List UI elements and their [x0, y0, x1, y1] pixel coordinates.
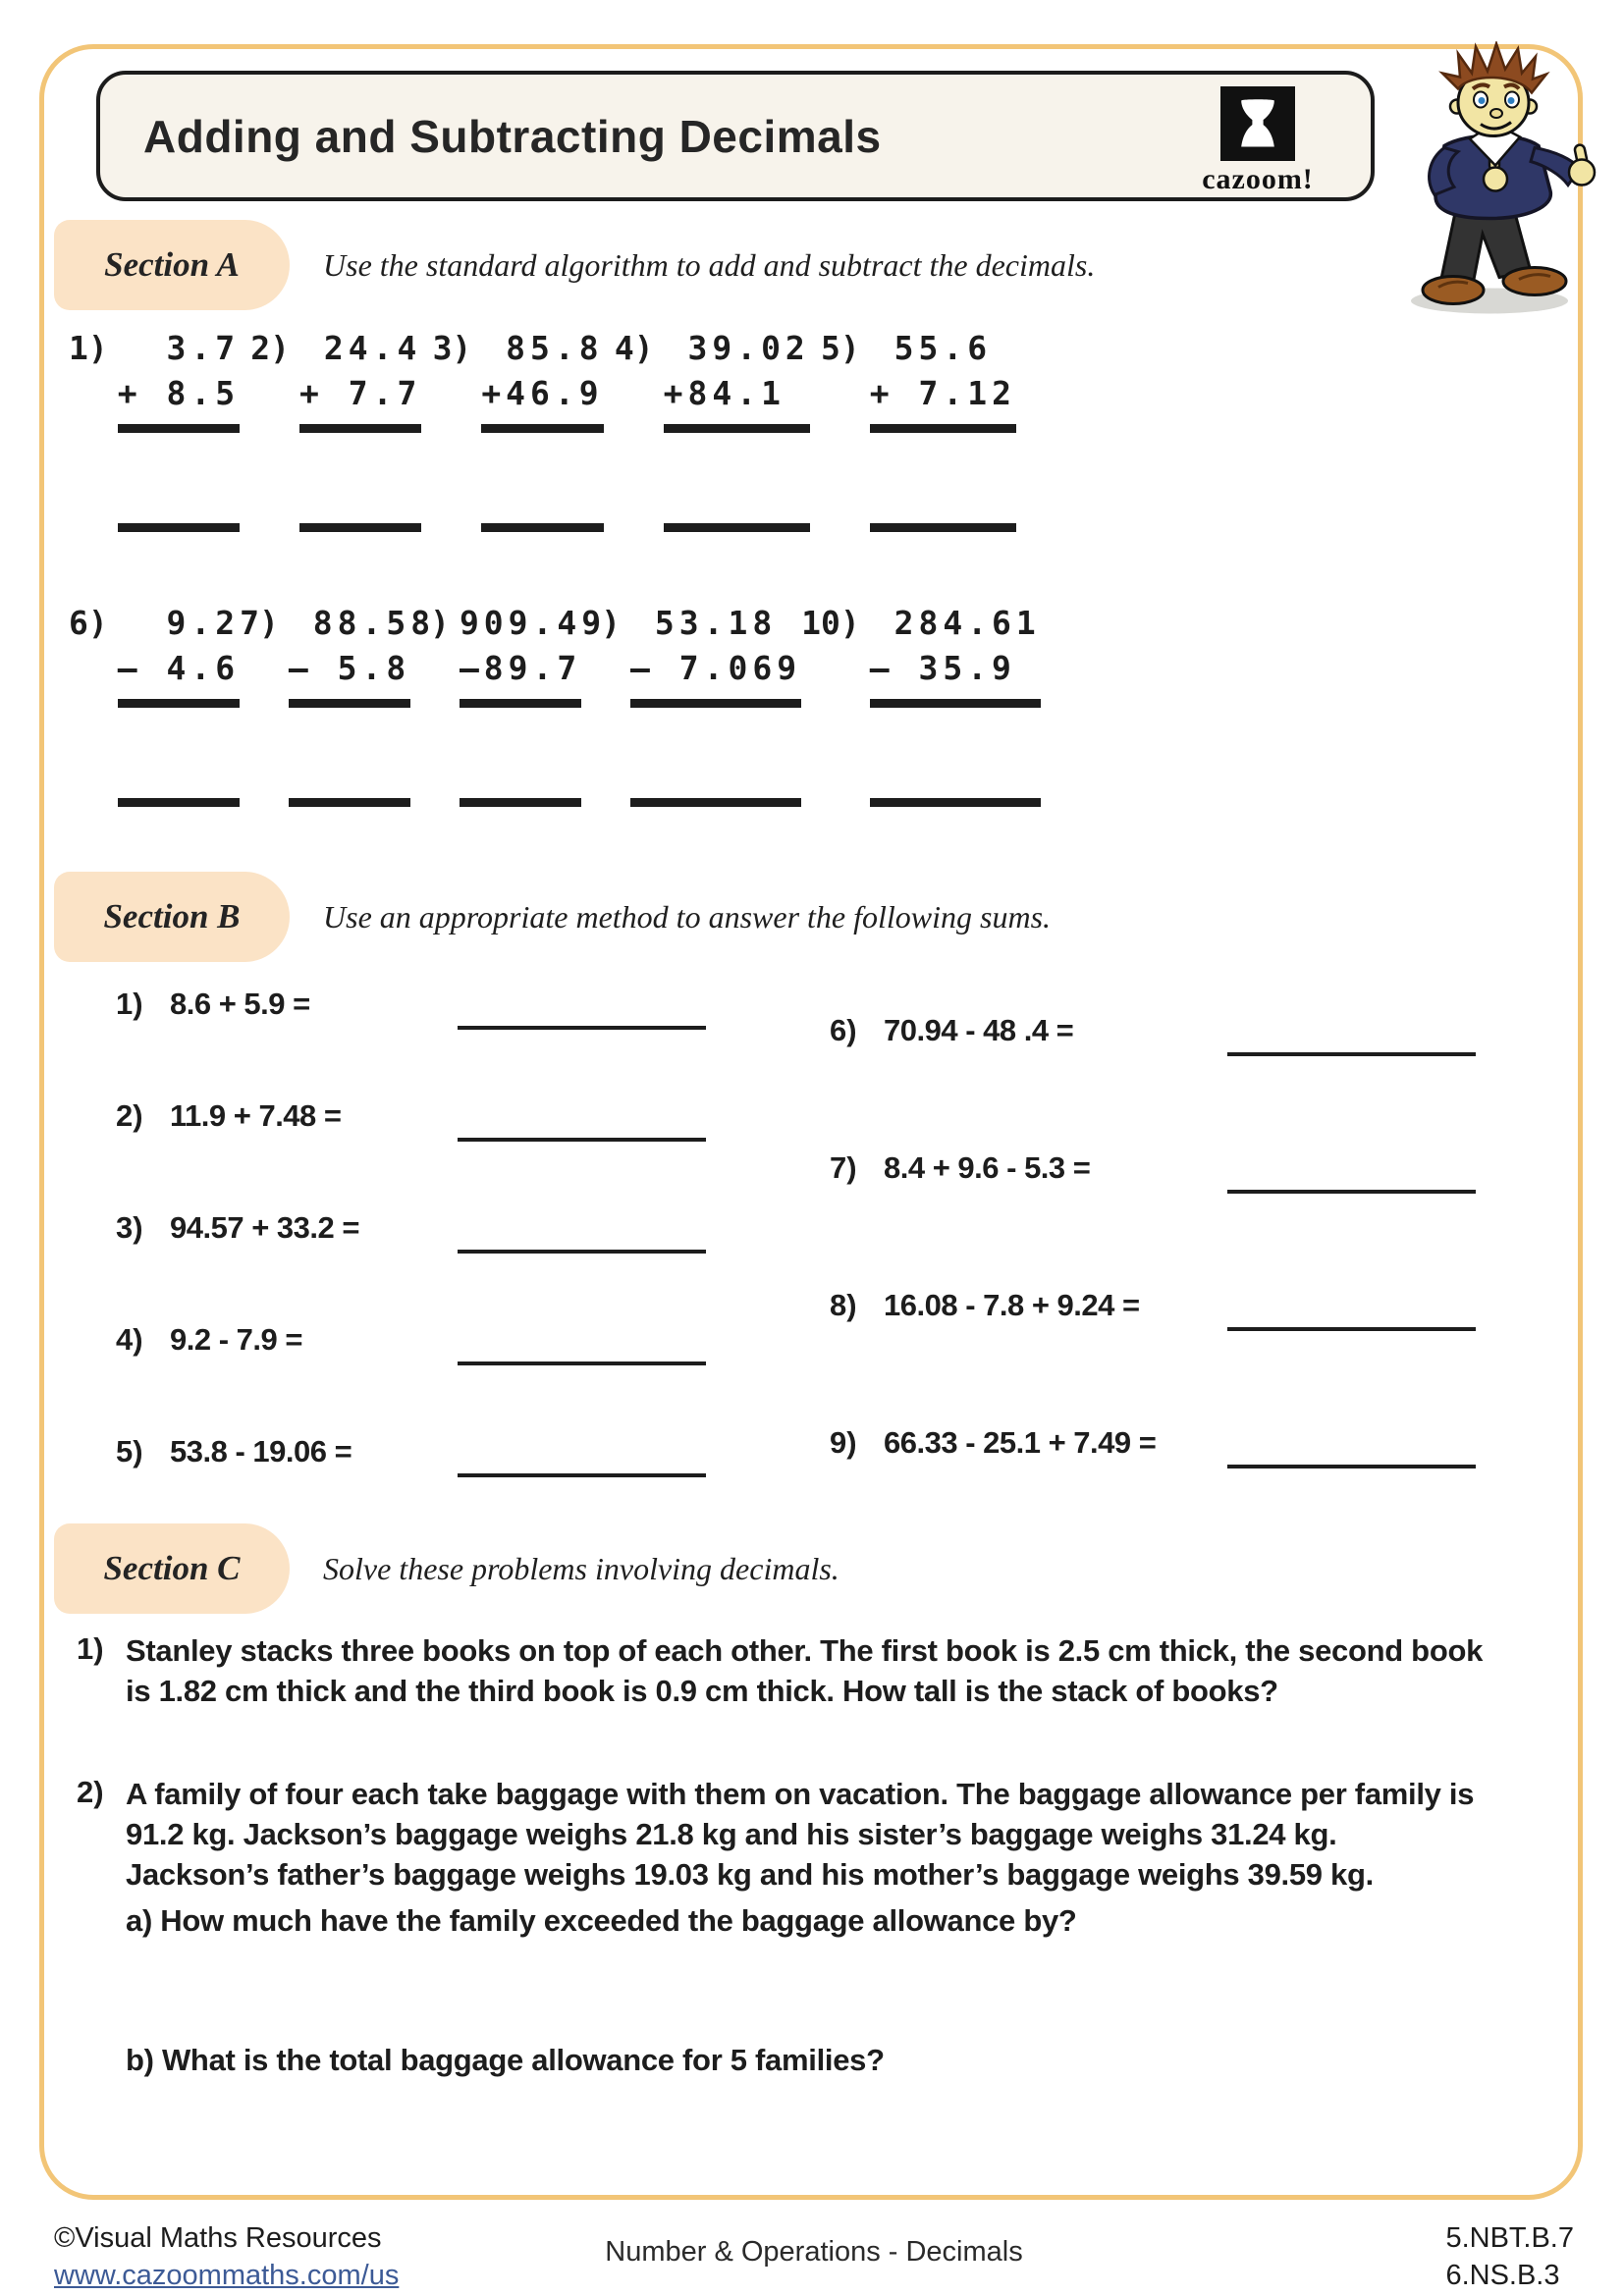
cazoom-logo-drum-icon	[1220, 86, 1295, 161]
standard-code-1: 5.NBT.B.7	[1445, 2222, 1574, 2254]
section-b-instruction: Use an appropriate method to answer the following sums.	[323, 898, 1052, 934]
problem-number: 9)	[581, 604, 622, 642]
answer-blank-line[interactable]	[870, 798, 1041, 807]
expression: 94.57 + 33.2 =	[170, 1210, 359, 1245]
expression: 9.2 - 7.9 =	[170, 1322, 302, 1357]
section-b-header	[54, 872, 1051, 962]
copyright-text: ©Visual Maths Resources	[54, 2222, 382, 2254]
sum-item-6	[830, 1013, 1476, 1048]
problem-number: 4)	[614, 329, 654, 367]
section-c-instruction: Solve these problems involving decimals.	[323, 1550, 839, 1586]
sum-item-7	[830, 1150, 1476, 1186]
sum-problem-6	[69, 601, 240, 807]
sum-problem-2	[250, 326, 421, 532]
section-a-instruction: Use the standard algorithm to add and subtract the decimals.	[323, 246, 1096, 283]
problem-number: 2)	[77, 1774, 104, 1809]
sum-bottom-operand: + 7.7	[299, 374, 422, 413]
answer-blank-line[interactable]	[118, 798, 240, 807]
answer-blank-line[interactable]	[1227, 1327, 1476, 1331]
cazoom-logo	[1184, 86, 1331, 196]
sum-problem-10	[801, 601, 1041, 807]
sum-equals-line	[118, 699, 240, 708]
section-a-row-2	[69, 601, 1041, 807]
sum-bottom-operand: – 5.8	[288, 649, 411, 688]
section-b-left-column	[116, 987, 706, 1469]
expression: 11.9 + 7.48 =	[170, 1098, 342, 1133]
sum-top-operand: 39.02	[663, 329, 810, 367]
expression: 70.94 - 48 .4 =	[884, 1013, 1074, 1047]
page-footer	[54, 2220, 1574, 2294]
sum-top-operand: 284.61	[869, 604, 1041, 642]
answer-blank-line[interactable]	[1227, 1052, 1476, 1056]
sum-top-operand: 85.8	[481, 329, 604, 367]
answer-blank-line[interactable]	[458, 1138, 706, 1142]
sum-item-5	[116, 1434, 706, 1469]
problem-number: 9)	[830, 1425, 857, 1460]
problem-number: 5)	[116, 1434, 143, 1468]
sum-item-3	[116, 1210, 706, 1246]
website-link[interactable]: www.cazoommaths.com/us	[54, 2259, 400, 2291]
answer-blank-line[interactable]	[299, 523, 421, 532]
section-b-right-column	[830, 1013, 1476, 1461]
sum-problem-7	[240, 601, 410, 807]
sum-problem-8	[410, 601, 581, 807]
answer-blank-line[interactable]	[118, 523, 240, 532]
word-problem-text: A family of four each take baggage with them on vacation. The baggage allowance per family is 91.2 kg. Jackson’s baggage weighs 21.8 kg and his sister’s baggage weighs 31.24 kg. Jackson’s father’s baggage weighs 19.03 kg and his mother’s baggage weighs 39.59 kg.	[126, 1776, 1475, 1892]
answer-blank-line[interactable]	[1227, 1465, 1476, 1468]
standard-code-2: 6.NS.B.3	[1445, 2259, 1560, 2291]
sum-item-1	[116, 987, 706, 1022]
problem-number: 10)	[801, 604, 860, 642]
answer-blank-line[interactable]	[458, 1362, 706, 1365]
section-c-body	[77, 1631, 1554, 2144]
sum-bottom-operand: + 7.12	[869, 374, 1016, 413]
cazoom-logo-text: cazoom!	[1202, 163, 1314, 195]
expression: 66.33 - 25.1 + 7.49 =	[884, 1425, 1157, 1460]
problem-number: 7)	[240, 604, 279, 642]
section-a-label: Section A	[54, 220, 290, 310]
section-a-header	[54, 220, 1095, 310]
problem-number: 8)	[410, 604, 450, 642]
answer-blank-line[interactable]	[870, 523, 1016, 532]
sum-equals-line	[289, 699, 410, 708]
word-problem-part-a: a) How much have the family exceeded the baggage allowance by?	[126, 1902, 1077, 1938]
word-problem-text: Stanley stacks three books on top of each other. The first book is 2.5 cm thick, the second book is 1.82 cm thick and the third book is 0.9 cm thick. How tall is the stack of books?	[126, 1633, 1484, 1708]
word-problem-1	[77, 1631, 1554, 1712]
answer-blank-line[interactable]	[458, 1026, 706, 1030]
sum-item-9	[830, 1425, 1476, 1461]
worksheet-title-box	[96, 71, 1375, 201]
problem-number: 6)	[830, 1013, 857, 1047]
sum-bottom-operand: – 35.9	[869, 649, 1016, 688]
sum-equals-line	[481, 424, 603, 433]
section-b-label: Section B	[54, 872, 290, 962]
answer-blank-line[interactable]	[664, 523, 810, 532]
sum-bottom-operand: – 7.069	[630, 649, 802, 688]
sum-top-operand: 3.7	[117, 329, 241, 367]
sum-bottom-operand: +84.1	[663, 374, 785, 413]
sum-problem-5	[821, 326, 1016, 532]
problem-number: 1)	[77, 1631, 104, 1666]
problem-number: 7)	[830, 1150, 857, 1185]
expression: 8.6 + 5.9 =	[170, 987, 310, 1021]
sum-top-operand: 9.2	[117, 604, 241, 642]
answer-blank-line[interactable]	[458, 1250, 706, 1254]
sum-top-operand: 88.5	[288, 604, 411, 642]
sum-bottom-operand: +46.9	[481, 374, 604, 413]
sum-bottom-operand: + 8.5	[117, 374, 241, 413]
sum-problem-1	[69, 326, 240, 532]
mascot-character-illustration	[1380, 41, 1620, 321]
answer-blank-line[interactable]	[460, 798, 581, 807]
sum-bottom-operand: – 4.6	[117, 649, 241, 688]
sum-top-operand: 909.4	[459, 604, 582, 642]
sum-bottom-operand: –89.7	[459, 649, 582, 688]
problem-number: 3)	[432, 329, 472, 367]
problem-number: 8)	[830, 1288, 857, 1322]
sum-equals-line	[299, 424, 421, 433]
footer-topic-text: Number & Operations - Decimals	[605, 2236, 1023, 2268]
expression: 53.8 - 19.06 =	[170, 1434, 352, 1468]
answer-blank-line[interactable]	[458, 1473, 706, 1477]
page-title: Adding and Subtracting Decimals	[143, 110, 882, 162]
section-c-header	[54, 1523, 839, 1614]
expression: 8.4 + 9.6 - 5.3 =	[884, 1150, 1091, 1185]
sum-problem-4	[615, 326, 810, 532]
sum-item-2	[116, 1098, 706, 1134]
problem-number: 1)	[116, 987, 143, 1021]
answer-blank-line[interactable]	[289, 798, 410, 807]
problem-number: 5)	[821, 329, 860, 367]
problem-number: 4)	[116, 1322, 143, 1357]
sum-equals-line	[630, 699, 801, 708]
answer-blank-line[interactable]	[630, 798, 801, 807]
sum-equals-line	[118, 424, 240, 433]
sum-problem-3	[433, 326, 604, 532]
problem-number: 1)	[69, 329, 108, 367]
word-problem-part-b: b) What is the total baggage allowance for 5 families?	[126, 2043, 885, 2078]
problem-number: 2)	[250, 329, 291, 367]
problem-number: 3)	[116, 1210, 143, 1245]
answer-blank-line[interactable]	[481, 523, 603, 532]
sum-equals-line	[664, 424, 810, 433]
section-c-label: Section C	[54, 1523, 290, 1614]
section-a-row-1	[69, 326, 1016, 532]
sum-problem-9	[581, 601, 801, 807]
expression: 16.08 - 7.8 + 9.24 =	[884, 1288, 1140, 1322]
word-problem-2	[77, 1775, 1554, 2082]
answer-blank-line[interactable]	[1227, 1190, 1476, 1194]
sum-item-8	[830, 1288, 1476, 1323]
sum-item-4	[116, 1322, 706, 1358]
sum-top-operand: 55.6	[869, 329, 993, 367]
problem-number: 2)	[116, 1098, 143, 1133]
problem-number: 6)	[69, 604, 108, 642]
sum-equals-line	[460, 699, 581, 708]
sum-top-operand: 53.18	[630, 604, 778, 642]
sum-equals-line	[870, 699, 1041, 708]
sum-top-operand: 24.4	[299, 329, 422, 367]
sum-equals-line	[870, 424, 1016, 433]
